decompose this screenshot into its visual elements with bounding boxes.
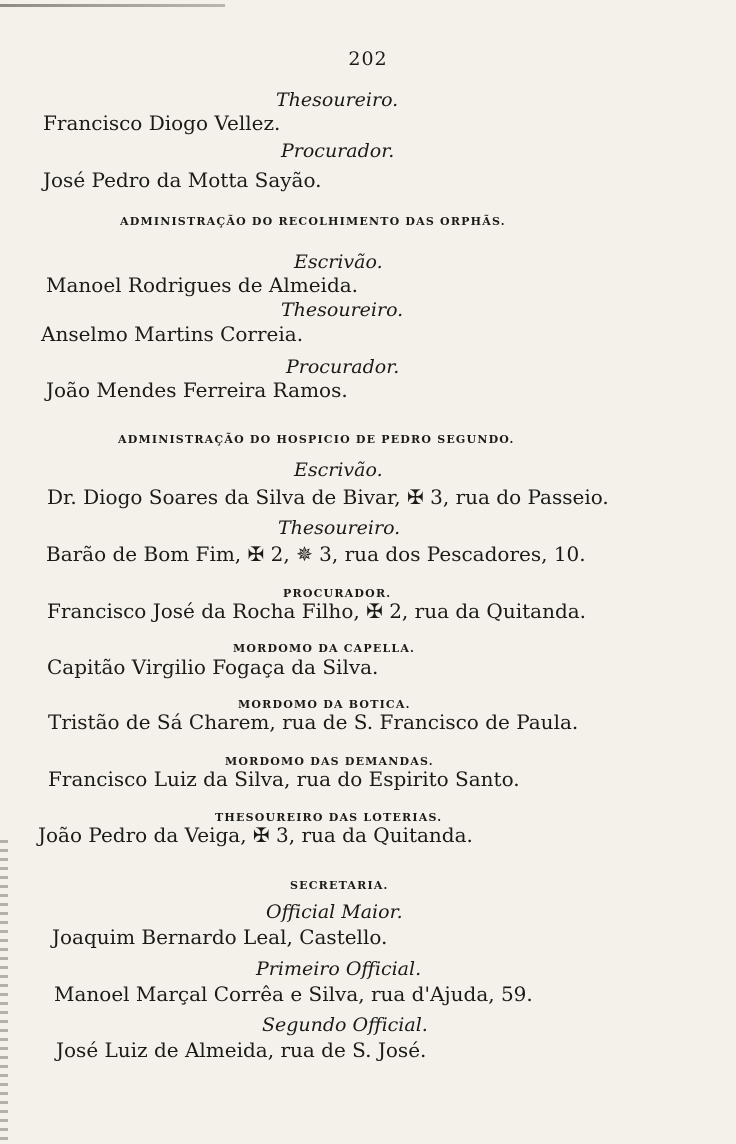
heading-procurador: Procurador. (286, 356, 400, 378)
entry-name: Joaquim Bernardo Leal, Castello. (52, 925, 388, 949)
entry-name: Manoel Marçal Corrêa e Silva, rua d'Ajuda, 59. (54, 982, 533, 1006)
heading-segundo-official: Segundo Official. (262, 1014, 428, 1036)
heading-escrivao: Escrivão. (294, 459, 383, 481)
section-heading: ADMINISTRAÇÃO DO RECOLHIMENTO DAS ORPHÃS. (120, 215, 506, 228)
heading-thesoureiro: Thesoureiro. (281, 299, 404, 321)
section-heading: ADMINISTRAÇÃO DO HOSPICIO DE PEDRO SEGUNDO. (118, 433, 515, 446)
heading-escrivao: Escrivão. (294, 251, 383, 273)
entry-name: José Luiz de Almeida, rua de S. José. (56, 1038, 427, 1062)
entry-name: Francisco Diogo Vellez. (43, 111, 281, 135)
entry-name: Francisco Luiz da Silva, rua do Espirito Santo. (48, 767, 520, 791)
section-heading: SECRETARIA. (290, 879, 389, 892)
section-heading: THESOUREIRO DAS LOTERIAS. (215, 811, 443, 824)
entry-name: João Pedro da Veiga, ✠ 3, rua da Quitanda. (38, 823, 473, 847)
section-heading: MORDOMO DA BOTICA. (238, 698, 411, 711)
page-number: 202 (348, 48, 388, 70)
heading-primeiro-official: Primeiro Official. (256, 958, 422, 980)
section-heading: MORDOMO DAS DEMANDAS. (225, 755, 434, 768)
heading-thesoureiro: Thesoureiro. (278, 517, 401, 539)
entry-name: Manoel Rodrigues de Almeida. (46, 273, 359, 297)
entry-name: Capitão Virgilio Fogaça da Silva. (47, 655, 379, 679)
heading-official-maior: Official Maior. (266, 901, 403, 923)
entry-name: Dr. Diogo Soares da Silva de Bivar, ✠ 3, rua do Passeio. (47, 485, 609, 509)
entry-name: João Mendes Ferreira Ramos. (46, 378, 348, 402)
section-heading: MORDOMO DA CAPELLA. (233, 642, 416, 655)
entry-name: Anselmo Martins Correia. (41, 322, 304, 346)
page-top-rule (0, 4, 225, 7)
entry-name: Tristão de Sá Charem, rua de S. Francisco de Paula. (48, 710, 579, 734)
entry-name: Barão de Bom Fim, ✠ 2, ✵ 3, rua dos Pescadores, 10. (46, 542, 586, 566)
heading-thesoureiro: Thesoureiro. (276, 89, 399, 111)
page-edge-shadow (0, 840, 8, 1140)
heading-procurador: Procurador. (281, 140, 395, 162)
section-heading: PROCURADOR. (283, 587, 392, 600)
entry-name: José Pedro da Motta Sayão. (43, 168, 322, 192)
entry-name: Francisco José da Rocha Filho, ✠ 2, rua da Quitanda. (47, 599, 587, 623)
